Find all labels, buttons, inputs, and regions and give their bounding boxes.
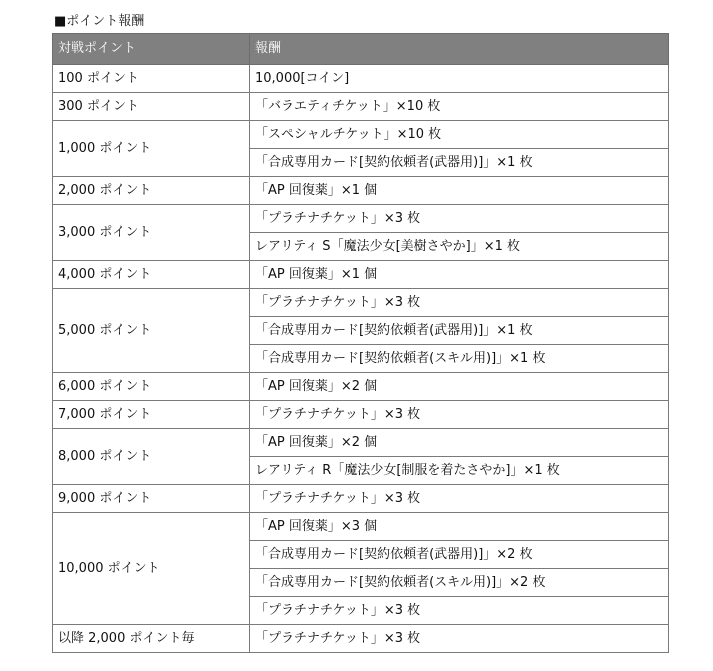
reward-cell: 「プラチナチケット」×3 枚	[250, 485, 669, 513]
points-cell: 9,000 ポイント	[53, 485, 250, 513]
reward-cell: 「プラチナチケット」×3 枚	[250, 289, 669, 317]
table-row	[53, 93, 669, 121]
reward-cell: 10,000[コイン]	[250, 65, 669, 93]
points-cell: 1,000 ポイント	[53, 121, 250, 177]
table-row	[53, 429, 669, 457]
point-reward-table	[52, 33, 669, 653]
points-cell: 300 ポイント	[53, 93, 250, 121]
points-cell: 以降 2,000 ポイント毎	[53, 625, 250, 653]
table-row	[53, 121, 669, 149]
table-row	[53, 289, 669, 317]
points-cell: 7,000 ポイント	[53, 401, 250, 429]
reward-cell: 「プラチナチケット」×3 枚	[250, 205, 669, 233]
reward-cell: 「AP 回復薬」×3 個	[250, 513, 669, 541]
table-body	[53, 65, 669, 653]
points-cell: 100 ポイント	[53, 65, 250, 93]
points-cell: 10,000 ポイント	[53, 513, 250, 625]
section-title: ■ポイント報酬	[54, 14, 145, 29]
points-cell: 4,000 ポイント	[53, 261, 250, 289]
reward-cell: 「AP 回復薬」×2 個	[250, 373, 669, 401]
table-row	[53, 261, 669, 289]
table-row	[53, 65, 669, 93]
header-rewards: 報酬	[250, 34, 669, 65]
table-header-row	[53, 34, 669, 65]
table-row	[53, 177, 669, 205]
reward-cell: 「合成専用カード[契約依頼者(武器用)]」×2 枚	[250, 541, 669, 569]
reward-cell: 「プラチナチケット」×3 枚	[250, 597, 669, 625]
points-cell: 3,000 ポイント	[53, 205, 250, 261]
points-cell: 8,000 ポイント	[53, 429, 250, 485]
header-points: 対戦ポイント	[53, 34, 250, 65]
reward-cell: 「合成専用カード[契約依頼者(武器用)]」×1 枚	[250, 317, 669, 345]
reward-cell: 「AP 回復薬」×1 個	[250, 261, 669, 289]
reward-section	[52, 11, 668, 653]
reward-cell: 「バラエティチケット」×10 枚	[250, 93, 669, 121]
points-cell: 5,000 ポイント	[53, 289, 250, 373]
reward-cell: 「AP 回復薬」×2 個	[250, 429, 669, 457]
reward-cell: 「合成専用カード[契約依頼者(スキル用)]」×2 枚	[250, 569, 669, 597]
reward-cell: レアリティ R「魔法少女[制服を着たさやか]」×1 枚	[250, 457, 669, 485]
points-cell: 6,000 ポイント	[53, 373, 250, 401]
table-row	[53, 485, 669, 513]
table-row	[53, 401, 669, 429]
points-cell: 2,000 ポイント	[53, 177, 250, 205]
reward-cell: 「スペシャルチケット」×10 枚	[250, 121, 669, 149]
reward-cell: 「AP 回復薬」×1 個	[250, 177, 669, 205]
table-row	[53, 625, 669, 653]
reward-cell: 「プラチナチケット」×3 枚	[250, 625, 669, 653]
reward-cell: レアリティ S「魔法少女[美樹さやか]」×1 枚	[250, 233, 669, 261]
table-row	[53, 513, 669, 541]
reward-cell: 「合成専用カード[契約依頼者(スキル用)]」×1 枚	[250, 345, 669, 373]
table-row	[53, 205, 669, 233]
table-row	[53, 373, 669, 401]
reward-cell: 「プラチナチケット」×3 枚	[250, 401, 669, 429]
reward-cell: 「合成専用カード[契約依頼者(武器用)]」×1 枚	[250, 149, 669, 177]
